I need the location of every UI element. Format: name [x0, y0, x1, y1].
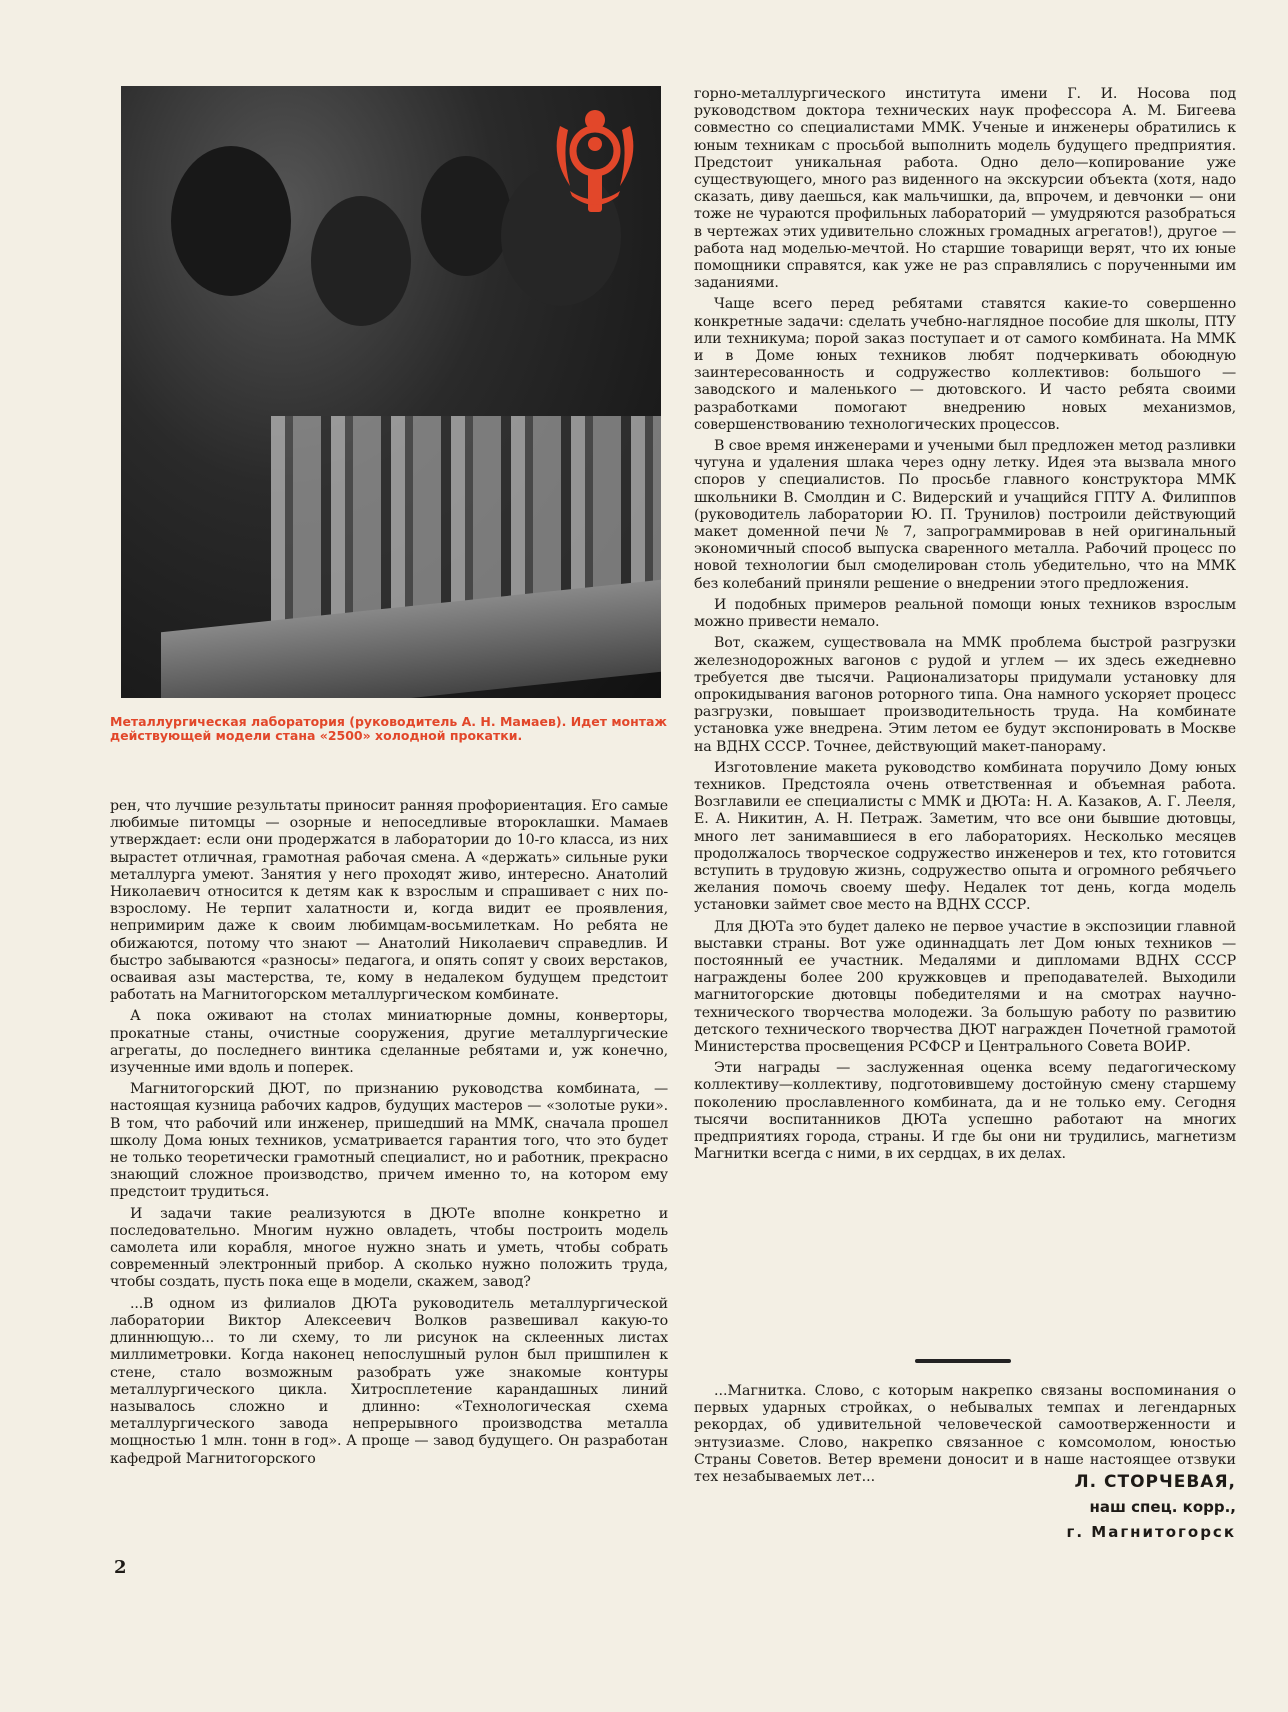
paragraph: рен, что лучшие результаты приносит ранняя профориентация. Его самые любимые питомцы — озорные и непоседливые второклашки. Мамаев утверждает: если они продержатся в лаборатории до 10-го класса, из них вырастет отличная, грамотная рабочая смена. А «держать» сильные руки металлурга умеют. Занятия у него проходят живо, интересно. Анатолий Николаевич относится к детям как к взрослым и спрашивает с них по-взрослому. Не терпит халатности и, когда видит ее проявления, непримирим даже к своим любимцам-восьмилеткам. Но ребята не обижаются, потому что знают — Анатолий Николаевич справедлив. И быстро забываются «разносы» педагога, и опять сопят у своих верстаков, осваивая азы мастерства, те, кому в недалеком будущем предстоит работать на Магнитогорском металлургическом комбинате.: [110, 798, 668, 1004]
section-divider: [915, 1359, 1011, 1363]
left-column: [110, 798, 668, 1472]
epilogue-text: ...Магнитка. Слово, с которым накрепко связаны воспоминания о первых ударных стройках, о небывалых темпах и легендарных рекордах, об удивительной человеческой самоотверженности и энтузиазме. Слово, накрепко связанное с комсомолом, юностью Страны Советов. Ветер времени доносит и в наше настоящее отзвуки тех незабываемых лет...: [694, 1383, 1236, 1486]
paragraph: Изготовление макета руководство комбината поручило Дому юных техников. Предстояла очень ответственная и объемная работа. Возглавили ее специалисты с ММК и ДЮТа: Н. А. Казаков, А. Г. Лееля, Е. А. Никитин, А. Н. Петраж. Заметим, что все они бывшие дютовцы, много лет занимавшиеся в его лабораториях. Несколько месяцев продолжалось творческое содружество инженеров и тех, кто готовится вступить в трудовую жизнь, содружество опыта и огромного ребячьего желания помочь своему шефу. Недалек тот день, когда модель установки займет свое место на ВДНХ СССР.: [694, 759, 1236, 914]
page-number: 2: [114, 1557, 127, 1578]
paragraph: А пока оживают на столах миниатюрные домны, конверторы, прокатные станы, очистные сооружения, другие металлургические агрегаты, до последнего винтика сделанные ребятами и, уж конечно, изученные ими вдоль и поперек.: [110, 1008, 668, 1077]
person-silhouette: [171, 146, 291, 296]
person-silhouette: [421, 156, 511, 276]
author-name: Л. СТОРЧЕВАЯ,: [1074, 1472, 1236, 1492]
paragraph: И задачи такие реализуются в ДЮТе вполне конкретно и последовательно. Многим нужно овладеть, чтобы построить модель самолета или корабля, многое нужно знать и уметь, чтобы собрать современный электронный прибор. А сколько нужно положить труда, чтобы создать, пусть пока еще в модели, скажем, завод?: [110, 1205, 668, 1291]
author-role: наш спец. корр.,: [1089, 1498, 1236, 1516]
paragraph: горно-металлургического института имени Г. И. Носова под руководством доктора технических наук профессора А. М. Бигеева совместно со специалистами ММК. Ученые и инженеры обратились к юным техникам с просьбой выполнить модель будущего предприятия. Предстоит уникальная работа. Одно дело—копирование уже существующего, много раз виденного на экскурсии объекта (хотя, надо сказать, диву даешься, как мальчишки, да, впрочем, и девчонки — они тоже не чураются профильных лабораторий — умудряются разобраться в чертежах этих удивительно сложных громадных агрегатов!), другое — работа над моделью-мечтой. Но старшие товарищи верят, что их юные помощники справятся, как уже не раз справлялись с порученными им заданиями.: [694, 86, 1236, 292]
right-column: [694, 86, 1236, 1167]
person-silhouette: [311, 196, 411, 326]
author-signature: [1067, 1470, 1236, 1545]
paragraph: Чаще всего перед ребятами ставятся какие-то совершенно конкретные задачи: сделать учебно-наглядное пособие для школы, ПТУ или техникума; порой заказ поступает и от самого комбината. На ММК и в Доме юных техников любят подчеркивать обоюдную заинтересованность и содружество коллективов: большого — заводского и маленького — дютовского. И часто ребята своими разработками помогают внедрению новых механизмов, совершенствованию технологических процессов.: [694, 296, 1236, 433]
author-city: г. Магнитогорск: [1066, 1523, 1236, 1541]
paragraph: Вот, скажем, существовала на ММК проблема быстрой разгрузки железнодорожных вагонов с рудой и углем — их здесь ежедневно требуется две тысячи. Рационализаторы придумали установку для опрокидывания вагонов роторного типа. Она намного ускоряет процесс разгрузки, повышает производительность труда. На комбинате установка уже внедрена. Этим летом ее будут экспонировать в Москве на ВДНХ СССР. Точнее, действующий макет-панораму.: [694, 635, 1236, 755]
photo-caption: Металлургическая лаборатория (руководитель А. Н. Мамаев). Идет монтаж действующей модели стана «2500» холодной прокатки.: [110, 714, 667, 743]
paragraph: ...В одном из филиалов ДЮТа руководитель металлургической лаборатории Виктор Алексеевич Волков развешивал какую-то длиннющую... то ли схему, то ли рисунок на склеенных листах миллиметровки. Когда наконец непослушный рулон был пришпилен к стене, стало возможным разобрать уже знакомые контуры металлургического цикла. Хитросплетение карандашных линий называлось сложно и длинно: «Технологическая схема металлургического завода непрерывного производства металла мощностью 1 млн. тонн в год». А проще — завод будущего. Он разработан кафедрой Магнитогорского: [110, 1295, 668, 1467]
paragraph: В свое время инженерами и учеными был предложен метод разливки чугуна и удаления шлака через одну летку. Идея эта вызвала много споров у специалистов. По просьбе главного конструктора ММК школьники В. Смолдин и С. Видерский и учащийся ГПТУ А. Филиппов (руководитель лаборатории Ю. П. Трунилов) построили действующий макет доменной печи № 7, запрограммировав в ней оригинальный экономичный способ выпуска сваренного металла. Рабочий процесс по новой технологии был смоделирован столь убедительно, что на ММК без колебаний приняли решение о внедрении этого предложения.: [694, 438, 1236, 592]
paragraph: Эти награды — заслуженная оценка всему педагогическому коллективу—коллективу, подготовившему достойную смену старшему поколению прославленного комбината, да и не только ему. Сегодня тысячи воспитанников ДЮТа успешно работают на многих предприятиях города, страны. И где бы они ни трудились, магнетизм Магнитки всегда с ними, в их сердцах, в их делах.: [694, 1060, 1236, 1163]
paragraph: Для ДЮТа это будет далеко не первое участие в экспозиции главной выставки страны. Вот уже одиннадцать лет Дом юных техников — постоянный ее участник. Медалями и дипломами ВДНХ СССР награждены более 200 кружковцев и преподавателей. Выходили магнитогорские дютовцы победителями и на смотрах научно-технического творчества молодежи. За большую работу по развитию детского технического творчества ДЮТ награжден Почетной грамотой Министерства просвещения РСФСР и Центрального Совета ВОИР.: [694, 918, 1236, 1055]
paragraph: Магнитогорский ДЮТ, по признанию руководства комбината, — настоящая кузница рабочих кадров, будущих мастеров — «золотые руки». В том, что рабочий или инженер, пришедший на ММК, сначала прошел школу Дома юных техников, усматривается гарантия того, что это будет не только теоретически грамотный специалист, но и работник, прекрасно знающий сложное производство, причем именно то, на котором ему предстоит трудиться.: [110, 1081, 668, 1201]
paragraph: И подобных примеров реальной помощи юных техников взрослым можно привести немало.: [694, 596, 1236, 631]
iyc-emblem-icon: [540, 96, 650, 216]
